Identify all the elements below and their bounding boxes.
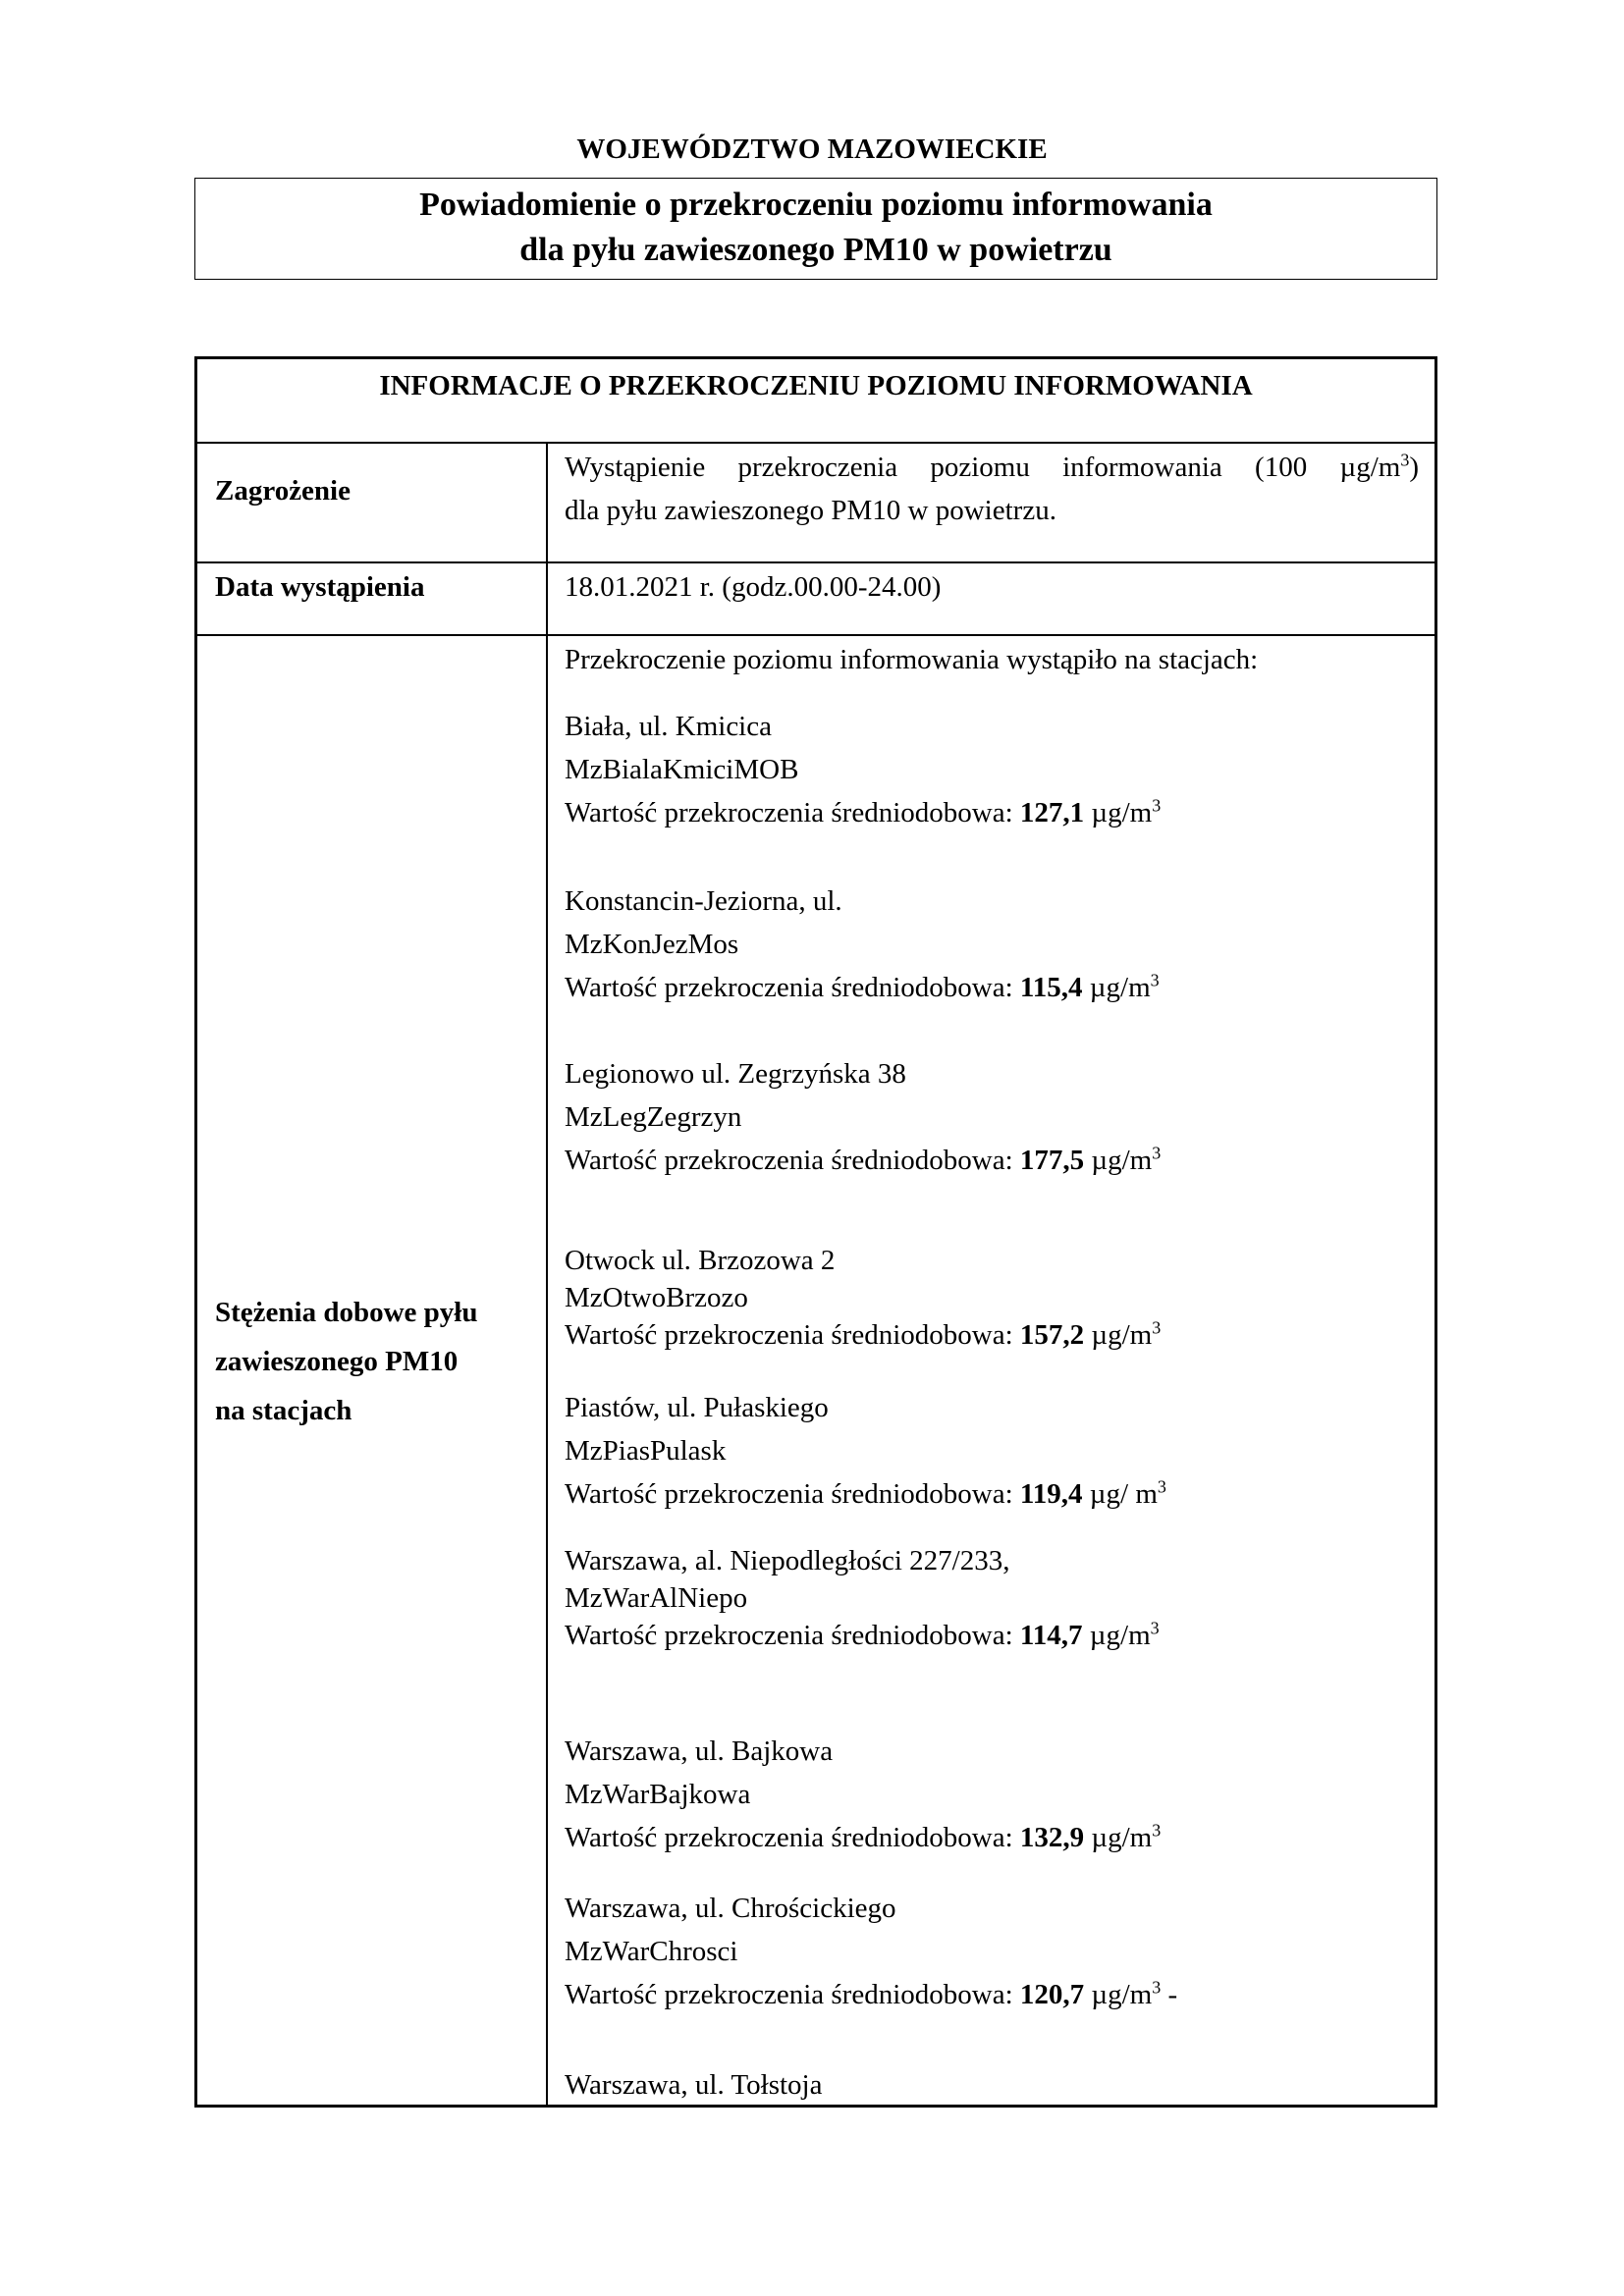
station-value-line [565,1139,1419,1182]
station-code: MzWarChrosci [565,1936,738,1967]
station-name: Warszawa, al. Niepodległości 227/233, [565,1545,1010,1576]
document-title-box [194,178,1437,280]
value-unit-sup: 3 [1152,1820,1162,1841]
info-table [194,356,1437,2108]
threat-value [565,446,1419,532]
value-prefix: Wartość przekroczenia średniodobowa: [565,1478,1020,1510]
station-value: 119,4 [1019,1478,1083,1510]
station-value-line [565,791,1419,834]
value-unit: µg/m [1091,797,1153,828]
concentration-label-line-2: zawieszonego PM10 [215,1346,459,1377]
station-code: MzPiasPulask [565,1435,727,1467]
value-prefix: Wartość przekroczenia średniodobowa: [565,1620,1020,1651]
station-code: MzWarBajkowa [565,1779,751,1810]
value-unit-sup: 3 [1152,795,1162,816]
value-unit: µg/m [1089,972,1151,1003]
station-value-line [565,1316,1419,1354]
station-value-line [565,1973,1419,2016]
station-entry [565,1052,1419,1182]
station-value: 114,7 [1019,1620,1083,1651]
station-value-line [565,966,1419,1009]
table-header: INFORMACJE O PRZEKROCZENIU POZIOMU INFORMOWANIA [379,370,1253,401]
station-entry [565,1542,1419,1654]
station-value: 157,2 [1019,1319,1085,1351]
station-entry [565,1887,1419,2016]
value-unit-sup: 3 [1150,1618,1160,1638]
document-title-line-1: Powiadomienie o przekroczeniu poziomu informowania [419,187,1213,223]
station-value: 127,1 [1019,797,1085,828]
threat-text-a: Wystąpienie przekroczenia poziomu informowania (100 µg/m [565,452,1401,483]
station-value: 177,5 [1019,1145,1085,1176]
station-value-line [565,1617,1419,1654]
date-value: 18.01.2021 r. (godz.00.00-24.00) [565,571,942,603]
document-title-line-2: dla pyłu zawieszonego PM10 w powietrzu [519,232,1112,268]
value-prefix: Wartość przekroczenia średniodobowa: [565,797,1020,828]
station-entry [565,1730,1419,1859]
concentration-label [215,1288,539,1435]
station-name: Warszawa, ul. Tołstoja [565,2069,823,2101]
threat-sup: 3 [1400,450,1410,470]
station-name: Legionowo ul. Zegrzyńska 38 [565,1058,906,1090]
station-name: Warszawa, ul. Bajkowa [565,1735,834,1767]
threat-label: Zagrożenie [215,475,351,507]
value-prefix: Wartość przekroczenia średniodobowa: [565,1979,1020,2010]
value-unit-sup: 3 [1152,1977,1162,1998]
station-entry [565,1386,1419,1516]
station-entry [565,1242,1419,1354]
threat-text-b: ) [1409,452,1419,483]
station-value: 120,7 [1019,1979,1085,2010]
station-name: Piastów, ul. Pułaskiego [565,1392,829,1423]
station-value-line [565,1816,1419,1859]
column-divider [546,442,548,2105]
station-value-line [565,1472,1419,1516]
station-code: MzBialaKmiciMOB [565,754,799,785]
station-entry [565,880,1419,1009]
value-unit-sup: 3 [1152,1317,1162,1338]
station-value: 115,4 [1019,972,1083,1003]
value-prefix: Wartość przekroczenia średniodobowa: [565,1822,1020,1853]
stations-intro: Przekroczenie poziomu informowania wystąpiło na stacjach: [565,644,1259,675]
region-heading: WOJEWÓDZTWO MAZOWIECKIE [576,133,1048,165]
value-suffix: - [1161,1979,1178,2010]
value-unit: µg/ m [1089,1478,1158,1510]
value-unit: µg/m [1091,1319,1153,1351]
value-unit-sup: 3 [1150,970,1160,990]
station-entry [565,705,1419,834]
station-name: Otwock ul. Brzozowa 2 [565,1245,836,1276]
value-unit: µg/m [1091,1979,1153,2010]
value-prefix: Wartość przekroczenia średniodobowa: [565,972,1020,1003]
value-unit: µg/m [1089,1620,1151,1651]
station-code: MzOtwoBrzozo [565,1282,748,1313]
station-value: 132,9 [1019,1822,1085,1853]
value-prefix: Wartość przekroczenia średniodobowa: [565,1319,1020,1351]
threat-value-line-1 [565,446,1419,489]
value-unit-sup: 3 [1157,1476,1166,1497]
station-name: Warszawa, ul. Chrościckiego [565,1893,896,1924]
concentration-label-line-1: Stężenia dobowe pyłu [215,1297,478,1328]
station-name: Biała, ul. Kmicica [565,711,772,742]
table-divider [197,442,1435,444]
threat-value-line-2: dla pyłu zawieszonego PM10 w powietrzu. [565,495,1056,526]
value-unit: µg/m [1091,1822,1153,1853]
table-divider [197,634,1435,636]
concentration-label-line-3: na stacjach [215,1395,352,1426]
station-entry [565,2063,1419,2107]
station-code: MzLegZegrzyn [565,1101,742,1133]
date-label: Data wystąpienia [215,571,425,603]
station-code: MzWarAlNiepo [565,1582,748,1614]
value-prefix: Wartość przekroczenia średniodobowa: [565,1145,1020,1176]
station-name: Konstancin-Jeziorna, ul. [565,885,842,917]
value-unit: µg/m [1091,1145,1153,1176]
value-unit-sup: 3 [1152,1143,1162,1163]
station-code: MzKonJezMos [565,929,739,960]
